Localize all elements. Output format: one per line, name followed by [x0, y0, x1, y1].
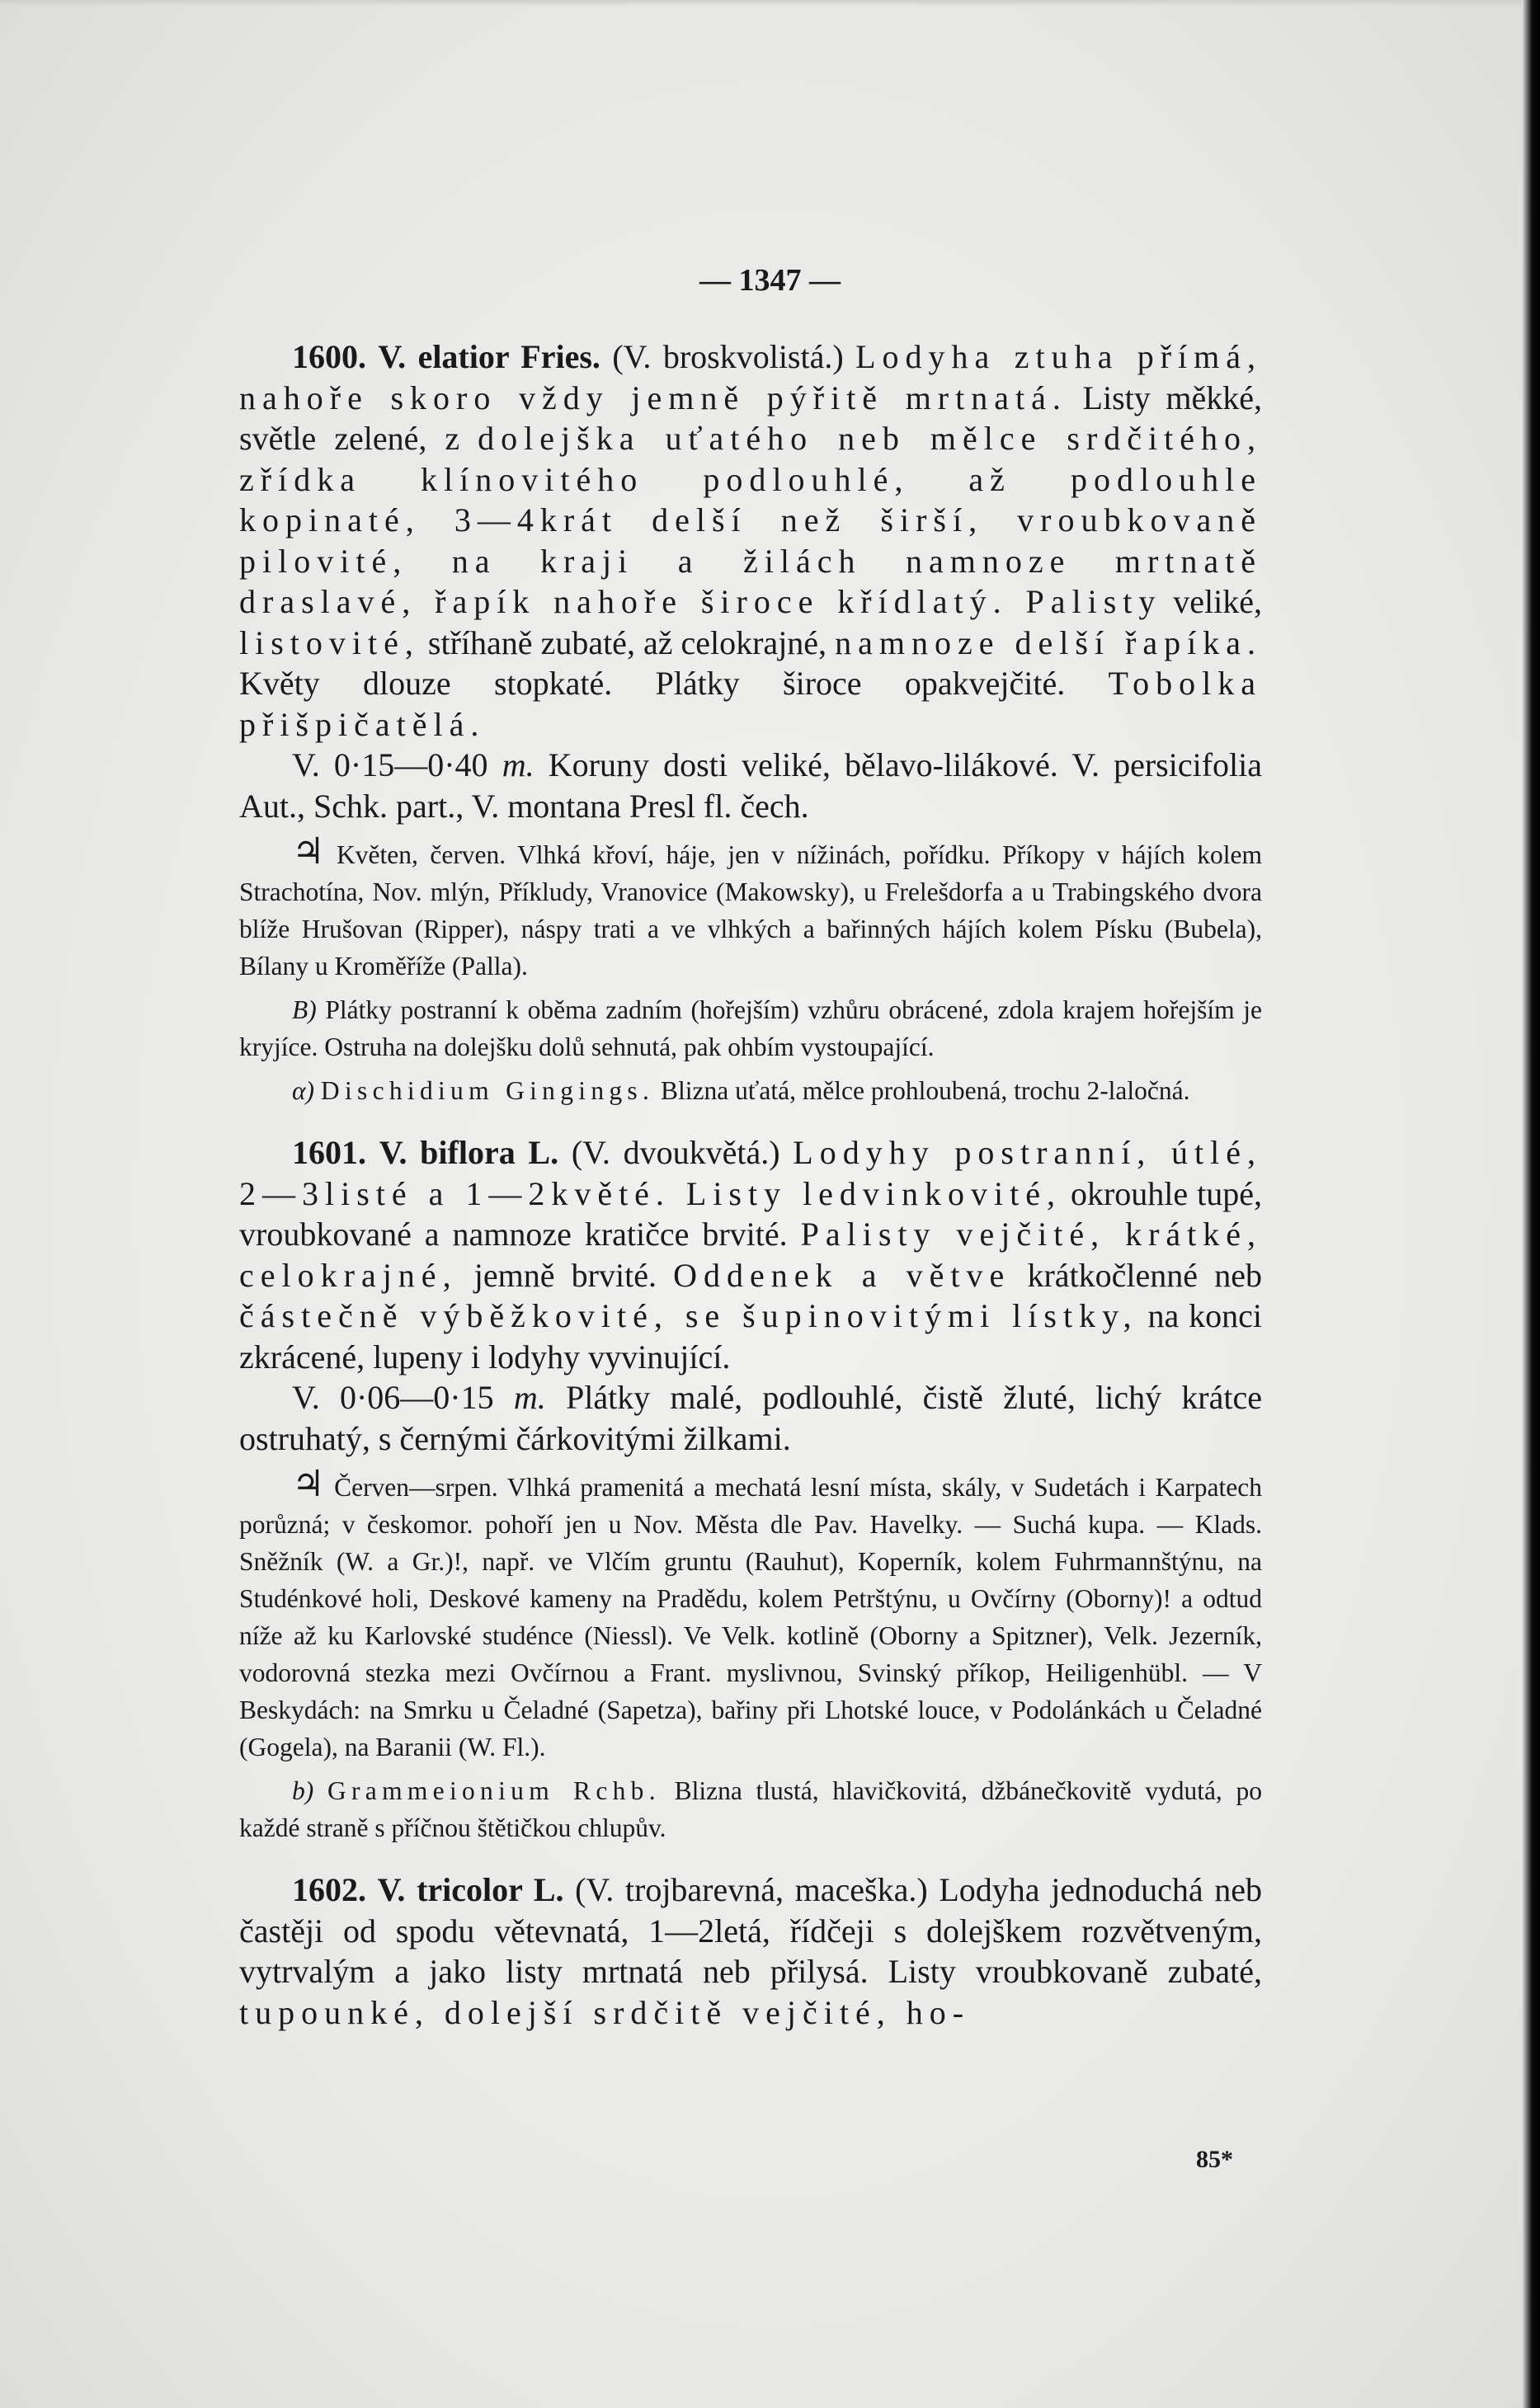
description: Lodyha jednoduchá neb častěji od spodu větevnatá, 1—2letá, řídčeji s dolejškem rozvětveným, vytrvalým a jako listy mrtnatá neb přilysá. Listy vroubkovaně zubaté, [239, 1871, 1263, 1990]
size-line [239, 745, 1262, 826]
common-name: (V. broskvolistá.) [612, 338, 844, 375]
text-body [239, 336, 1262, 2033]
description-spaced: tupounké, dolejší srdčitě vejčité, ho- [239, 1993, 971, 2031]
description-spaced: dolejška uťatého neb mělce srdčitého, zřídka klínovitého podlouhlé, až podlouhle kopinaté, 3—4krát delší než širší, vroubkovaně pilovité, na kraji a žilách namnoze mrtnatě draslavé, řapík nahoře široce křídlatý. Palisty [239, 420, 1263, 620]
size-description: Koruny dosti veliké, bělavo-lilákové. V. persicifolia Aut., Schk. part., V. montana Presl fl. čech. [239, 746, 1263, 825]
description: stříhaně zubaté, až celokrajné, [427, 623, 827, 661]
entry-number: 1601. [292, 1134, 366, 1171]
description-spaced: namnoze delší řapíka. [835, 623, 1263, 661]
species-name: V. biflora L. [379, 1134, 559, 1171]
entry-1602 [239, 1869, 1262, 2033]
entry-number: 1602. [292, 1871, 366, 1908]
size-range: V. 0·15—0·40 [292, 746, 488, 783]
size-line [239, 1377, 1262, 1459]
perennial-symbol: ♃ [292, 1464, 325, 1504]
description-spaced: částečně výběžkovité, se šupinovitými lístky, [239, 1297, 1138, 1334]
page-number: — 1347 — [699, 263, 841, 298]
species-name: V. tricolor L. [377, 1871, 564, 1908]
section-marker: b) [292, 1776, 314, 1805]
habitat-text: Květen, červen. Vlhká křoví, háje, jen v nížinách, pořídku. Příkopy v hájích kolem Strachotína, Nov. mlýn, Příkludy, Vranovice (Makowsky), u Frelešdorfa a u Trabingského dvora blíže Hrušovan (Ripper), náspy trati a ve vlhkých a bařinných hájích kolem Písku (Bubela), Bílany u Kroměříže (Palla). [239, 840, 1262, 981]
habitat-note [239, 833, 1262, 985]
description: okrouhle tupé, vroubkované a namnoze kratičce brvité. [239, 1174, 1262, 1253]
scan-right-edge [1522, 0, 1540, 2408]
entry-1600 [239, 336, 1262, 745]
size-unit: m. [502, 746, 535, 783]
scan-top-edge [0, 0, 1540, 7]
description-spaced: Palisty vejčité, krátké, celokrajné, [239, 1216, 1263, 1294]
description: na konci zkrácené, lupeny i lodyhy vyvinující. [239, 1297, 1263, 1376]
description-spaced: Lodyha ztuha přímá, nahoře skoro vždy jemně pýřitě mrtnatá. [239, 338, 1263, 416]
signature-mark: 85* [1196, 2146, 1233, 2173]
section-b [239, 991, 1262, 1065]
section-marker: α) [292, 1076, 315, 1105]
description-spaced: Lodyhy postranní, útlé, 2—3listé a 1—2květé. Listy ledvinkovité, [239, 1134, 1262, 1212]
size-unit: m. [513, 1379, 546, 1416]
description: Květy dlouze stopkaté. Plátky široce opakvejčité. [239, 665, 1066, 702]
description: krátkočlenné neb [1027, 1256, 1262, 1294]
size-description: Plátky malé, podlouhlé, čistě žluté, lichý krátce ostruhatý, s černými čárkovitými žilkami. [239, 1379, 1263, 1457]
section-b-small [239, 1772, 1262, 1846]
section-text: Blizna tlustá, hlavičkovitá, džbánečkovitě vydutá, po každé straně s příčnou štětičkou chlupův. [239, 1776, 1262, 1842]
section-alpha [239, 1072, 1262, 1109]
common-name: (V. trojbarevná, maceška.) [575, 1871, 928, 1908]
section-name: Grammeionium Rchb. [327, 1776, 661, 1805]
entry-1601 [239, 1132, 1262, 1377]
description: jemně brvité. [473, 1256, 657, 1294]
section-text: Plátky postranní k oběma zadním (hořejším) vzhůru obrácené, zdola krajem hořejším je kryjíce. Ostruha na dolejšku dolů sehnutá, pak ohbím vystoupající. [239, 995, 1263, 1061]
species-name: V. elatior Fries. [378, 338, 600, 375]
section-marker: B) [292, 995, 317, 1024]
habitat-text: Červen—srpen. Vlhká pramenitá a mechatá lesní místa, skály, v Sudetách i Karpatech porůzná; v českomor. pohoří jen u Nov. Města dle Pav. Havelky. — Suchá kupa. — Klads. Sněžník (W. a Gr.)!, např. ve Vlčím gruntu (Rauhut), Koperník, kolem Fuhrmannštýnu, na Studénkové holi, Deskové kameny na Pradědu, kolem Petrštýnu, u Ovčírny (Oborny)! a odtud níže až ku Karlovské studénce (Niessl). Ve Velk. kotlině (Oborny a Spitzner), Velk. Jezerník, vodorovná stezka mezi Ovčírnou a Frant. myslivnou, Svinský příkop, Heiligenhübl. — V Beskydách: na Smrku u Čeladné (Sapetza), bařiny při Lhotské louce, v Podolánkách u Čeladné (Gogela), na Baranii (W. Fl.). [239, 1473, 1262, 1761]
perennial-symbol: ♃ [292, 831, 325, 872]
description-spaced: listovité, [239, 623, 420, 661]
size-range: V. 0·06—0·15 [292, 1379, 494, 1416]
description: veliké, [1173, 583, 1262, 620]
section-name: Dischidium Gingings. [320, 1076, 655, 1105]
entry-number: 1600. [292, 338, 366, 375]
description-spaced: Tobolka přišpičatělá. [239, 665, 1263, 743]
section-text: Blizna uťatá, mělce prohloubená, trochu 2-laločná. [661, 1076, 1190, 1105]
description: Listy měkké, světle zelené, z [239, 379, 1263, 457]
habitat-note [239, 1465, 1262, 1766]
description-spaced: Oddenek a větve [673, 1256, 1011, 1294]
common-name: (V. dvoukvětá.) [571, 1134, 780, 1171]
